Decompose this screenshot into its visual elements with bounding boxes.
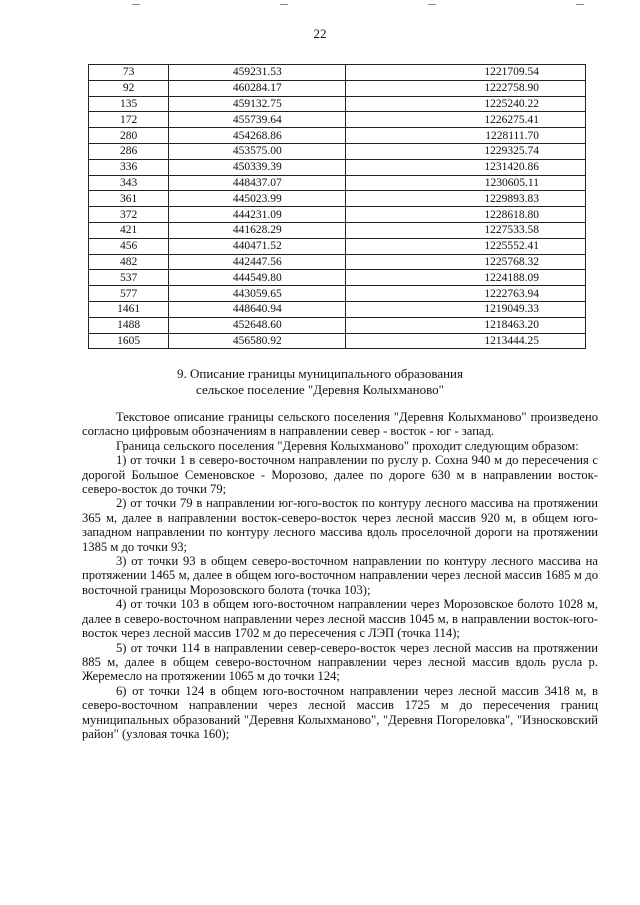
x-coordinate-cell: 456580.92 [169, 333, 346, 349]
y-coordinate-cell: 1218463.20 [346, 317, 586, 333]
x-coordinate-cell: 444231.09 [169, 207, 346, 223]
point-number-cell: 73 [89, 65, 169, 81]
section-heading-line-2: сельское поселение "Деревня Колыхманово" [196, 382, 444, 397]
x-coordinate-cell: 444549.80 [169, 270, 346, 286]
table-row [89, 112, 586, 128]
table-row [89, 191, 586, 207]
x-coordinate-cell: 459132.75 [169, 96, 346, 112]
point-number-cell: 286 [89, 143, 169, 159]
paragraph-intro: Текстовое описание границы сельского поселения "Деревня Колыхманово" произведено согласно цифровым обозначениям в направлении север - восток - юг - запад. [82, 410, 598, 439]
point-number-cell: 135 [89, 96, 169, 112]
x-coordinate-cell: 452648.60 [169, 317, 346, 333]
table-row [89, 301, 586, 317]
table-row [89, 254, 586, 270]
scan-edge-marks [0, 4, 640, 10]
x-coordinate-cell: 443059.65 [169, 286, 346, 302]
x-coordinate-cell: 441628.29 [169, 222, 346, 238]
point-number-cell: 1461 [89, 301, 169, 317]
y-coordinate-cell: 1225240.22 [346, 96, 586, 112]
y-coordinate-cell: 1226275.41 [346, 112, 586, 128]
table-row [89, 128, 586, 144]
table-row [89, 207, 586, 223]
x-coordinate-cell: 448437.07 [169, 175, 346, 191]
table-row [89, 270, 586, 286]
paragraph-route-start: Граница сельского поселения "Деревня Колыхманово" проходит следующим образом: [116, 438, 579, 453]
paragraph-segment-4: 4) от точки 103 в общем юго-восточном направлении через Морозовское болото 1028 м, далее в северо-восточном направлении через лесной массив 1045 м, в направлении восток-юго-восток через лесной массив 1702 м до пересечения с ЛЭП (точка 114); [82, 597, 598, 641]
table-row [89, 159, 586, 175]
boundary-description [82, 410, 598, 741]
y-coordinate-cell: 1228618.80 [346, 207, 586, 223]
table-row [89, 65, 586, 81]
point-number-cell: 343 [89, 175, 169, 191]
page-number: 22 [313, 26, 327, 41]
y-coordinate-cell: 1222763.94 [346, 286, 586, 302]
x-coordinate-cell: 440471.52 [169, 238, 346, 254]
y-coordinate-cell: 1229893.83 [346, 191, 586, 207]
x-coordinate-cell: 453575.00 [169, 143, 346, 159]
x-coordinate-cell: 455739.64 [169, 112, 346, 128]
y-coordinate-cell: 1225768.32 [346, 254, 586, 270]
table-row [89, 80, 586, 96]
point-number-cell: 456 [89, 238, 169, 254]
section-heading-line-1: 9. Описание границы муниципального образования [177, 366, 463, 381]
point-number-cell: 537 [89, 270, 169, 286]
x-coordinate-cell: 450339.39 [169, 159, 346, 175]
y-coordinate-cell: 1225552.41 [346, 238, 586, 254]
x-coordinate-cell: 445023.99 [169, 191, 346, 207]
y-coordinate-cell: 1224188.09 [346, 270, 586, 286]
table-row [89, 317, 586, 333]
y-coordinate-cell: 1228111.70 [346, 128, 586, 144]
y-coordinate-cell: 1229325.74 [346, 143, 586, 159]
y-coordinate-cell: 1222758.90 [346, 80, 586, 96]
point-number-cell: 577 [89, 286, 169, 302]
y-coordinate-cell: 1231420.86 [346, 159, 586, 175]
table-row [89, 222, 586, 238]
point-number-cell: 1605 [89, 333, 169, 349]
x-coordinate-cell: 459231.53 [169, 65, 346, 81]
table-row [89, 286, 586, 302]
point-number-cell: 172 [89, 112, 169, 128]
point-number-cell: 336 [89, 159, 169, 175]
paragraph-segment-2: 2) от точки 79 в направлении юг-юго-восток по контуру лесного массива на протяжении 365 м, далее в направлении восток-северо-восток через лесной массив 920 м, в общем юго-западном направлении по контуру лесного массива вдоль проселочной дороги на протяжении 1385 м до точки 93; [82, 496, 598, 554]
point-number-cell: 361 [89, 191, 169, 207]
coordinates-table [88, 64, 586, 349]
point-number-cell: 372 [89, 207, 169, 223]
table-row [89, 143, 586, 159]
x-coordinate-cell: 448640.94 [169, 301, 346, 317]
paragraph-segment-5: 5) от точки 114 в направлении север-северо-восток через лесной массив на протяжении 885 м, далее в общем северо-восточном направлении через лесной массив вдоль русла р. Жеремесло на протяжении 1065 м до точки 124; [82, 640, 598, 684]
y-coordinate-cell: 1213444.25 [346, 333, 586, 349]
point-number-cell: 92 [89, 80, 169, 96]
paragraph-segment-3: 3) от точки 93 в общем северо-восточном направлении по контуру лесного массива на протяжении 1465 м, далее в общем юго-восточном направлении через лесной массив 1685 м до восточной границы Морозовского болота (точка 103); [82, 554, 598, 597]
table-row [89, 96, 586, 112]
point-number-cell: 482 [89, 254, 169, 270]
x-coordinate-cell: 460284.17 [169, 80, 346, 96]
table-row [89, 175, 586, 191]
point-number-cell: 280 [89, 128, 169, 144]
point-number-cell: 421 [89, 222, 169, 238]
table-row [89, 333, 586, 349]
table-row [89, 238, 586, 254]
y-coordinate-cell: 1219049.33 [346, 301, 586, 317]
y-coordinate-cell: 1230605.11 [346, 175, 586, 191]
paragraph-segment-1: 1) от точки 1 в северо-восточном направлении по руслу р. Сохна 940 м до пересечения с дорогой Большое Семеновское - Морозово, далее по дороге 630 м в направлении восток-северо-восток до точки 79; [82, 453, 598, 497]
x-coordinate-cell: 442447.56 [169, 254, 346, 270]
section-heading [0, 366, 640, 398]
paragraph-segment-6: 6) от точки 124 в общем юго-восточном направлении через лесной массив 3418 м, в северо-восточном направлении через лесной массив 1725 м до пересечения границ муниципальных образований "Деревня Колыхманово", "Деревня Погореловка", "Износковский район" (узловая точка 160); [82, 683, 598, 741]
x-coordinate-cell: 454268.86 [169, 128, 346, 144]
y-coordinate-cell: 1227533.58 [346, 222, 586, 238]
y-coordinate-cell: 1221709.54 [346, 65, 586, 81]
point-number-cell: 1488 [89, 317, 169, 333]
